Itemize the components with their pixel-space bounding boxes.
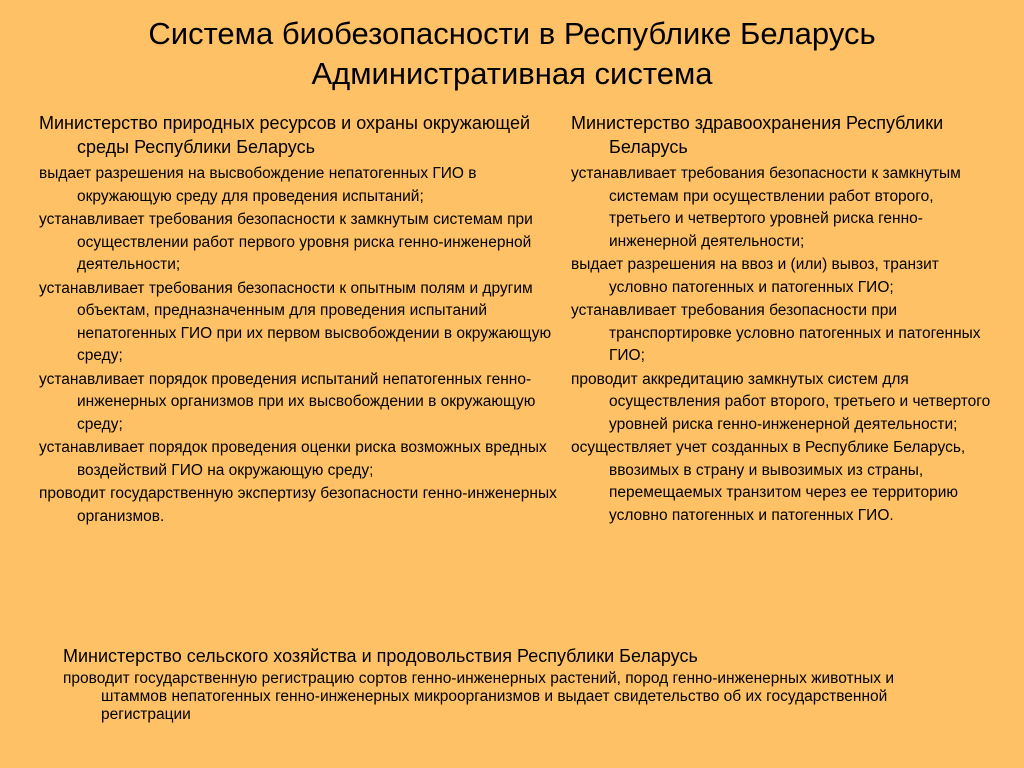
list-item: проводит государственную регистрацию сортов генно-инженерных растений, пород генно-инженерных животных и штаммов непатогенных генно-инженерных микроорганизмов и выдает свидетельство об их государственной регистрации (63, 670, 895, 723)
list-item: выдает разрешения на ввоз и (или) вывоз, транзит условно патогенных и патогенных ГИО; (571, 256, 939, 296)
list-item: устанавливает требования безопасности к замкнутым системам при осуществлении работ второго, третьего и четвертого уровней риска генно-инженерной деятельности; (571, 165, 961, 250)
list-item: устанавливает порядок проведения испытаний непатогенных генно-инженерных организмов при их высвобождении в окружающую среду; (39, 370, 536, 433)
slide-title-line-1: Система биобезопасности в Республике Беларусь (148, 16, 876, 51)
ministry-agriculture-heading: Министерство сельского хозяйства и продовольствия Республики Беларусь (63, 646, 698, 666)
list-item: проводит государственную экспертизу безопасности генно-инженерных организмов. (39, 485, 557, 525)
list-item: устанавливает требования безопасности к опытным полям и другим объектам, предназначенным для проведения испытаний непатогенных ГИО при их первом высвобождении в окружающую среду; (39, 279, 552, 364)
ministry-natural-resources-column (39, 111, 557, 529)
list-item: выдает разрешения на высвобождение непатогенных ГИО в окружающую среду для проведения испытаний; (39, 165, 477, 205)
list-item: устанавливает требования безопасности при транспортировке условно патогенных и патогенных ГИО; (571, 302, 981, 364)
list-item: проводит аккредитацию замкнутых систем для осуществления работ второго, третьего и четвертого уровней риска генно-инженерной деятельности; (571, 370, 991, 433)
ministry-health-heading: Министерство здравоохранения Республики Беларусь (571, 113, 944, 157)
ministry-health-column (571, 111, 999, 528)
slide-title-line-2: Административная система (311, 56, 713, 91)
list-item: устанавливает порядок проведения оценки риска возможных вредных воздействий ГИО на окружающую среду; (39, 439, 547, 479)
list-item: устанавливает требования безопасности к замкнутым системам при осуществлении работ первого уровня риска генно-инженерной деятельности; (39, 211, 533, 273)
slide-title (0, 14, 1024, 94)
ministry-natural-resources-heading: Министерство природных ресурсов и охраны окружающей среды Республики Беларусь (39, 113, 531, 157)
ministry-agriculture-section (63, 643, 963, 724)
list-item: осуществляет учет созданных в Республике Беларусь, ввозимых в страну и вывозимых из страны, перемещаемых транзитом через ее территорию условно патогенных и патогенных ГИО. (571, 439, 966, 524)
